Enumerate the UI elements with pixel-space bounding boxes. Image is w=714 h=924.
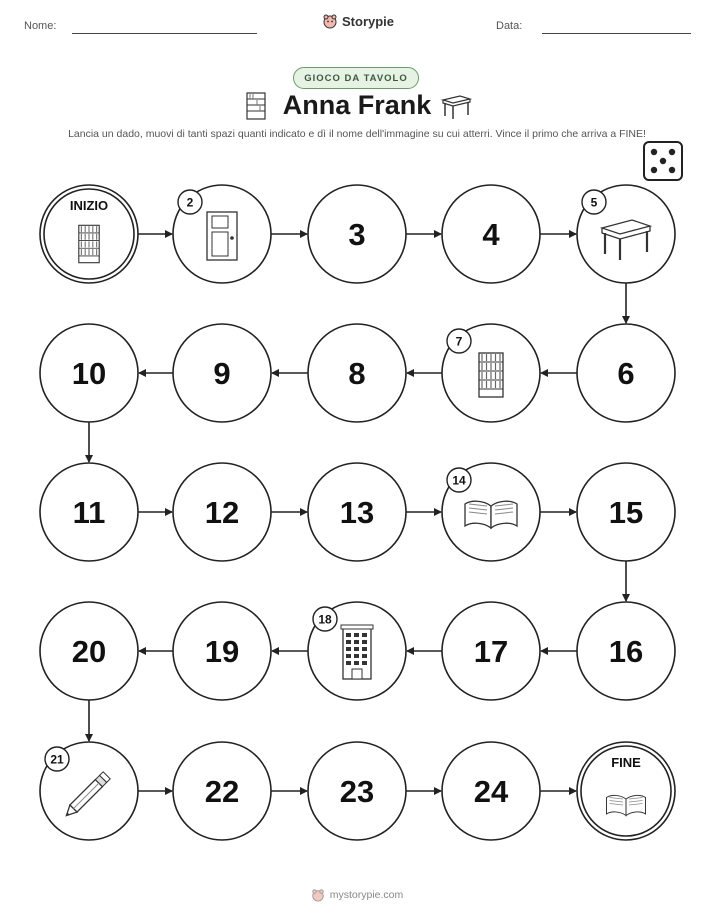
space-number: 7 [455,334,463,349]
space-number: 17 [473,634,509,669]
board-space-10 [40,324,138,422]
space-label: INIZIO [69,198,109,213]
space-number: 23 [339,774,375,809]
space-number: 24 [473,774,509,809]
space-number: 13 [339,495,375,530]
board-space-24 [442,742,540,840]
instructions: Lancia un dado, muovi di tanti spazi quanti indicato e dì il nome dell'immagine su cui atterri. Vince il primo che arriva a FINE! [68,128,646,140]
start-space [40,185,138,283]
board-space-14 [442,463,540,561]
space-number: 18 [318,612,332,627]
brand-name: Storypie [342,13,395,29]
space-number: 6 [617,356,635,391]
space-number: 5 [590,195,598,210]
board-space-15 [577,463,675,561]
building-icon [341,625,373,679]
board-space-5 [577,185,675,283]
board-space-2 [173,185,271,283]
board-space-23 [308,742,406,840]
space-number: 20 [71,634,107,669]
board-space-9 [173,324,271,422]
board-space-17 [442,602,540,700]
space-number: 8 [348,356,366,391]
space-number: 4 [482,217,500,252]
book-icon [607,795,646,815]
space-number: 10 [71,356,107,391]
footer-url: mystorypie.com [329,889,404,901]
space-number: 21 [50,752,64,767]
space-number: 22 [204,774,240,809]
footer [0,888,714,902]
board-space-7 [442,324,540,422]
space-number: 16 [608,634,644,669]
space-number: 12 [204,495,240,530]
space-number: 2 [186,195,194,210]
book-icon [465,501,517,528]
board-space-22 [173,742,271,840]
board-space-18 [308,602,406,700]
board-space-8 [308,324,406,422]
board-space-19 [173,602,271,700]
board-space-13 [308,463,406,561]
door-icon [207,212,237,260]
bookcase-icon [479,353,503,397]
storypie-mascot-icon [311,888,325,902]
board-space-11 [40,463,138,561]
board-space-20 [40,602,138,700]
name-label: Nome: [24,20,57,32]
space-number: 3 [348,217,366,252]
game-type-badge: GIOCO DA TAVOLO [293,67,419,89]
board-space-16 [577,602,675,700]
date-label: Data: [496,20,523,32]
space-number: 15 [608,495,644,530]
space-label: FINE [611,755,641,770]
board-space-12 [173,463,271,561]
space-number: 19 [204,634,240,669]
space-number: 9 [213,356,231,391]
bookcase-icon [79,225,99,262]
finish-space [577,742,675,840]
board-space-4 [442,185,540,283]
space-number: 14 [452,473,466,488]
page-title: Anna Frank [282,90,432,120]
board-space-21 [40,742,138,840]
board-space-6 [577,324,675,422]
board-space-3 [308,185,406,283]
space-number: 11 [72,495,106,530]
